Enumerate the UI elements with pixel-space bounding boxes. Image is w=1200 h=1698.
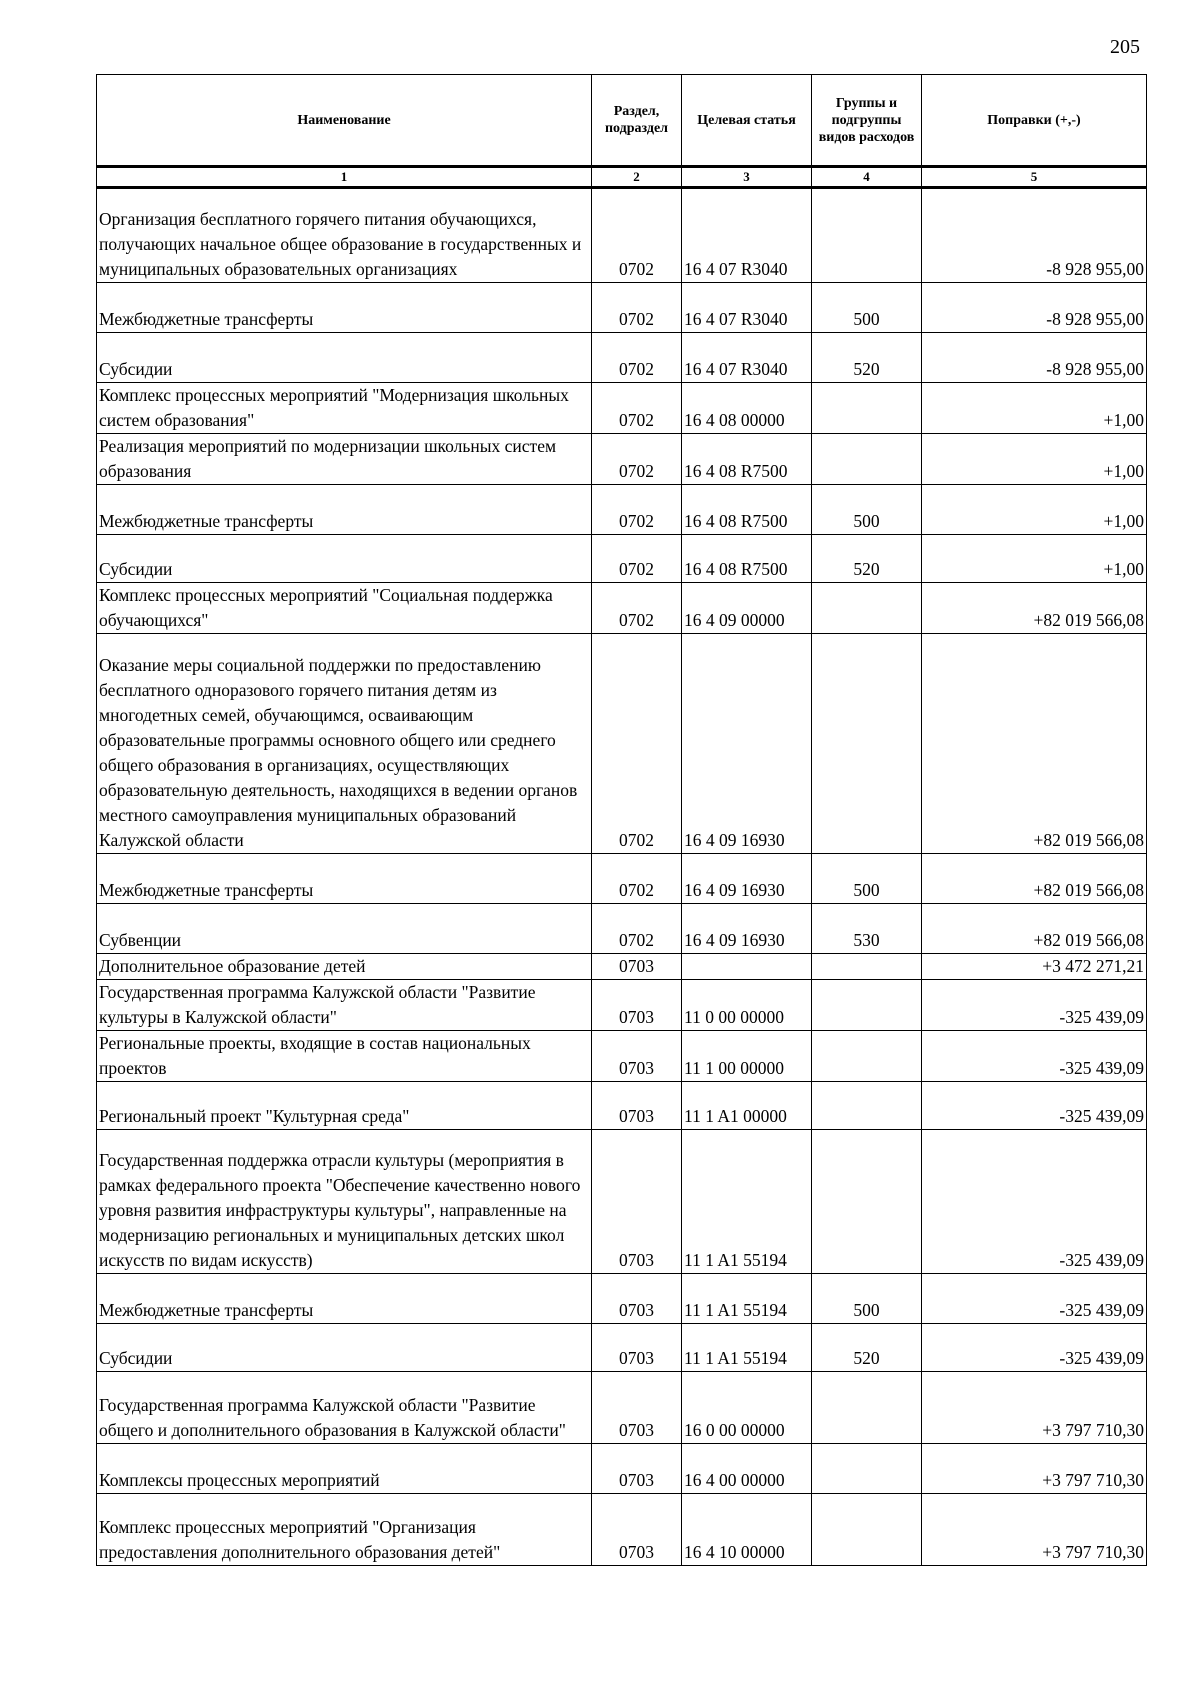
row-section: 0702	[592, 854, 682, 904]
row-group	[812, 583, 922, 634]
table-row	[97, 1324, 1147, 1372]
row-group: 500	[812, 283, 922, 333]
table-row	[97, 980, 1147, 1031]
column-number: 2	[592, 167, 682, 188]
row-group: 500	[812, 854, 922, 904]
row-amount: +1,00	[922, 485, 1147, 535]
row-target: 16 4 09 16930	[682, 854, 812, 904]
row-name: Комплекс процессных мероприятий "Модернизация школьных систем образования"	[97, 383, 592, 434]
header-amendment: Поправки (+,-)	[922, 75, 1147, 167]
row-target: 16 4 08 R7500	[682, 434, 812, 485]
row-section: 0703	[592, 1130, 682, 1274]
table-row	[97, 904, 1147, 954]
row-target: 16 4 08 R7500	[682, 535, 812, 583]
header-groups: Группы и подгруппы видов расходов	[812, 75, 922, 167]
row-target: 16 4 07 R3040	[682, 283, 812, 333]
table-row	[97, 854, 1147, 904]
row-name: Субвенции	[97, 904, 592, 954]
row-group	[812, 1082, 922, 1130]
row-target: 11 1 A1 55194	[682, 1274, 812, 1324]
column-number: 1	[97, 167, 592, 188]
table-row	[97, 634, 1147, 854]
row-name: Комплекс процессных мероприятий "Организация предоставления дополнительного образования детей"	[97, 1494, 592, 1566]
table-row	[97, 283, 1147, 333]
table-row	[97, 954, 1147, 980]
header-section: Раздел, подраздел	[592, 75, 682, 167]
row-amount: +82 019 566,08	[922, 634, 1147, 854]
row-group	[812, 383, 922, 434]
row-group	[812, 434, 922, 485]
table-row	[97, 1444, 1147, 1494]
row-section: 0703	[592, 980, 682, 1031]
row-amount: -325 439,09	[922, 1082, 1147, 1130]
table-row	[97, 535, 1147, 583]
row-target: 11 0 00 00000	[682, 980, 812, 1031]
table-row	[97, 1082, 1147, 1130]
row-target: 16 4 09 16930	[682, 634, 812, 854]
row-amount: +3 797 710,30	[922, 1372, 1147, 1444]
row-name: Реализация мероприятий по модернизации школьных систем образования	[97, 434, 592, 485]
row-target: 16 4 09 16930	[682, 904, 812, 954]
row-section: 0702	[592, 333, 682, 383]
row-section: 0702	[592, 485, 682, 535]
row-section: 0702	[592, 434, 682, 485]
row-name: Региональный проект "Культурная среда"	[97, 1082, 592, 1130]
row-name: Межбюджетные трансферты	[97, 485, 592, 535]
table-row	[97, 583, 1147, 634]
table-row	[97, 1130, 1147, 1274]
row-name: Субсидии	[97, 1324, 592, 1372]
row-target: 16 4 00 00000	[682, 1444, 812, 1494]
row-target: 11 1 A1 55194	[682, 1130, 812, 1274]
row-name: Региональные проекты, входящие в состав национальных проектов	[97, 1031, 592, 1082]
row-name: Субсидии	[97, 535, 592, 583]
row-amount: -8 928 955,00	[922, 283, 1147, 333]
row-amount: -8 928 955,00	[922, 333, 1147, 383]
row-group	[812, 954, 922, 980]
column-number: 4	[812, 167, 922, 188]
row-name: Межбюджетные трансферты	[97, 283, 592, 333]
row-amount: -325 439,09	[922, 1031, 1147, 1082]
row-section: 0702	[592, 583, 682, 634]
row-target: 16 0 00 00000	[682, 1372, 812, 1444]
row-name: Государственная поддержка отрасли культуры (мероприятия в рамках федерального проекта "Обеспечение качественно нового уровня развития инфраструктуры культуры", направленные на модернизацию региональных и муниципальных детских школ искусств по видам искусств)	[97, 1130, 592, 1274]
row-name: Межбюджетные трансферты	[97, 854, 592, 904]
row-group	[812, 1031, 922, 1082]
page-number: 205	[1110, 36, 1140, 58]
row-target: 11 1 00 00000	[682, 1031, 812, 1082]
row-amount: +82 019 566,08	[922, 904, 1147, 954]
row-group: 500	[812, 485, 922, 535]
row-amount: -325 439,09	[922, 1324, 1147, 1372]
table-row	[97, 434, 1147, 485]
row-group	[812, 188, 922, 283]
table-row	[97, 1031, 1147, 1082]
header-name: Наименование	[97, 75, 592, 167]
row-section: 0703	[592, 1274, 682, 1324]
row-name: Организация бесплатного горячего питания обучающихся, получающих начальное общее образование в государственных и муниципальных образовательных организациях	[97, 188, 592, 283]
row-group: 530	[812, 904, 922, 954]
row-group: 520	[812, 1324, 922, 1372]
row-target: 11 1 A1 00000	[682, 1082, 812, 1130]
row-section: 0703	[592, 1082, 682, 1130]
row-name: Оказание меры социальной поддержки по предоставлению бесплатного одноразового горячего питания детям из многодетных семей, обучающимся, осваивающим образовательные программы основного общего или среднего общего образования в организациях, осуществляющих образовательную деятельность, находящихся в ведении органов местного самоуправления муниципальных образований Калужской области	[97, 634, 592, 854]
row-group	[812, 1444, 922, 1494]
row-section: 0702	[592, 383, 682, 434]
row-target: 16 4 07 R3040	[682, 188, 812, 283]
row-amount: -325 439,09	[922, 980, 1147, 1031]
row-amount: -325 439,09	[922, 1130, 1147, 1274]
row-name: Субсидии	[97, 333, 592, 383]
table-row	[97, 188, 1147, 283]
row-name: Межбюджетные трансферты	[97, 1274, 592, 1324]
table-row	[97, 1372, 1147, 1444]
row-name: Комплексы процессных мероприятий	[97, 1444, 592, 1494]
row-section: 0702	[592, 188, 682, 283]
row-amount: +3 797 710,30	[922, 1444, 1147, 1494]
header-target: Целевая статья	[682, 75, 812, 167]
row-target: 11 1 A1 55194	[682, 1324, 812, 1372]
row-section: 0703	[592, 954, 682, 980]
row-section: 0703	[592, 1494, 682, 1566]
row-amount: -8 928 955,00	[922, 188, 1147, 283]
column-numbers-row	[97, 167, 1147, 188]
row-section: 0702	[592, 283, 682, 333]
row-section: 0703	[592, 1031, 682, 1082]
table-row	[97, 485, 1147, 535]
row-group	[812, 1372, 922, 1444]
header-row	[97, 75, 1147, 167]
row-amount: -325 439,09	[922, 1274, 1147, 1324]
table-row	[97, 1494, 1147, 1566]
row-amount: +1,00	[922, 434, 1147, 485]
row-group	[812, 634, 922, 854]
row-section: 0702	[592, 904, 682, 954]
row-name: Дополнительное образование детей	[97, 954, 592, 980]
row-amount: +1,00	[922, 383, 1147, 434]
row-target: 16 4 07 R3040	[682, 333, 812, 383]
row-group: 500	[812, 1274, 922, 1324]
table-row	[97, 383, 1147, 434]
row-group	[812, 1494, 922, 1566]
budget-amendments-table	[96, 74, 1147, 1566]
row-target: 16 4 10 00000	[682, 1494, 812, 1566]
table-row	[97, 1274, 1147, 1324]
row-name: Государственная программа Калужской области "Развитие общего и дополнительного образования в Калужской области"	[97, 1372, 592, 1444]
column-number: 3	[682, 167, 812, 188]
row-target: 16 4 09 00000	[682, 583, 812, 634]
row-amount: +82 019 566,08	[922, 583, 1147, 634]
row-group: 520	[812, 333, 922, 383]
row-section: 0703	[592, 1324, 682, 1372]
row-target: 16 4 08 R7500	[682, 485, 812, 535]
row-section: 0702	[592, 535, 682, 583]
row-section: 0703	[592, 1444, 682, 1494]
row-name: Государственная программа Калужской области "Развитие культуры в Калужской области"	[97, 980, 592, 1031]
row-section: 0702	[592, 634, 682, 854]
row-amount: +1,00	[922, 535, 1147, 583]
row-amount: +3 797 710,30	[922, 1494, 1147, 1566]
row-group	[812, 1130, 922, 1274]
row-group	[812, 980, 922, 1031]
row-target	[682, 954, 812, 980]
row-amount: +3 472 271,21	[922, 954, 1147, 980]
row-name: Комплекс процессных мероприятий "Социальная поддержка обучающихся"	[97, 583, 592, 634]
table-row	[97, 333, 1147, 383]
row-target: 16 4 08 00000	[682, 383, 812, 434]
row-section: 0703	[592, 1372, 682, 1444]
column-number: 5	[922, 167, 1147, 188]
row-amount: +82 019 566,08	[922, 854, 1147, 904]
row-group: 520	[812, 535, 922, 583]
